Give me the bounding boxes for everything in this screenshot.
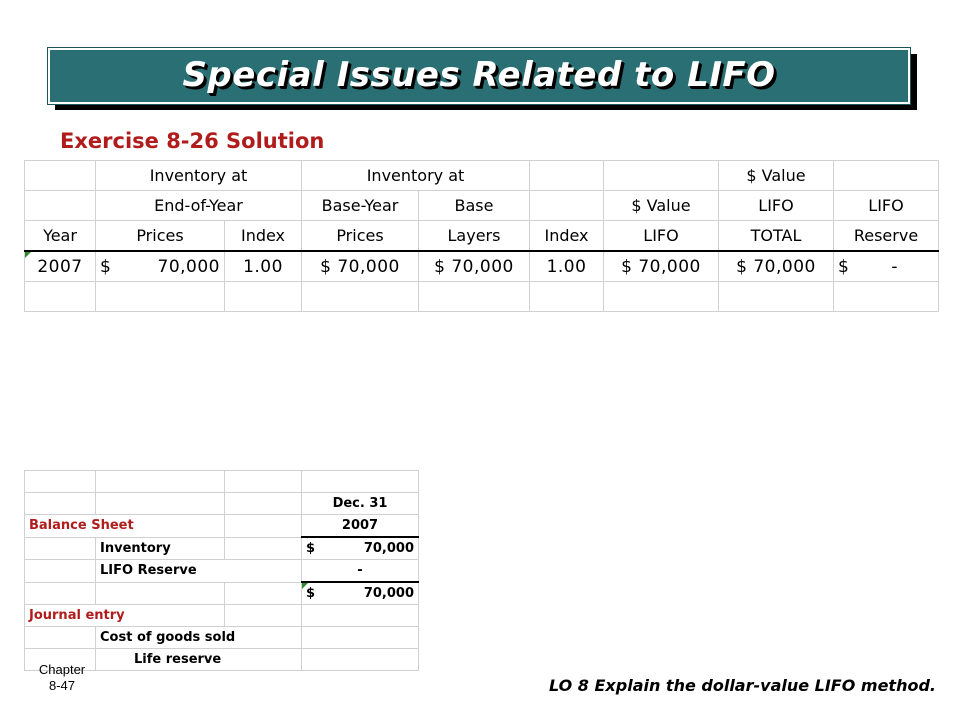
col-total: TOTAL: [719, 221, 834, 252]
dollar-value-lifo-table: [24, 160, 939, 312]
amount: 70,000: [363, 541, 414, 556]
title-banner: [48, 48, 910, 104]
chapter-line-2: 8-47: [48, 678, 76, 693]
inventory-value: [302, 537, 419, 560]
amount: 70,000: [363, 586, 414, 601]
cell-dv-lifo: $ 70,000: [604, 251, 719, 282]
cell-dv-total: $ 70,000: [719, 251, 834, 282]
cell-base-prices: $ 70,000: [302, 251, 419, 282]
col-reserve: Reserve: [834, 221, 939, 252]
header-dollar-value-2: $ Value: [604, 191, 719, 221]
col-index: Index: [225, 221, 302, 252]
cell-year: 2007: [25, 251, 96, 282]
col-base-prices: Prices: [302, 221, 419, 252]
header-end-of-year: End-of-Year: [96, 191, 302, 221]
empty-row: [25, 282, 939, 312]
cell-eoy-prices: [96, 251, 225, 282]
col-lifo: LIFO: [604, 221, 719, 252]
dollar-sign: $: [838, 256, 850, 277]
header-lifo-2: LIFO: [834, 191, 939, 221]
header-inventory-eoy: Inventory at: [96, 161, 302, 191]
col-layers: Layers: [419, 221, 530, 252]
year-header: 2007: [302, 515, 419, 538]
exercise-subtitle: Exercise 8-26 Solution: [60, 129, 325, 153]
table-row: [25, 251, 939, 282]
reserve-row: [25, 560, 419, 583]
header-inventory-base: Inventory at: [302, 161, 530, 191]
dollar-sign: $: [100, 256, 112, 277]
inventory-label: Inventory: [96, 537, 225, 560]
total-row: [25, 582, 419, 605]
header-row-1: [25, 161, 939, 191]
col-prices: Prices: [96, 221, 225, 252]
cogs-row: [25, 627, 419, 649]
cell-base-layers: $ 70,000: [419, 251, 530, 282]
balance-sheet-row: [25, 515, 419, 538]
amount: 70,000: [157, 256, 220, 277]
cell-layer-index: 1.00: [530, 251, 604, 282]
learning-objective: LO 8 Explain the dollar-value LIFO method.: [549, 676, 936, 695]
date-header: Dec. 31: [302, 493, 419, 515]
life-reserve-label: Life reserve: [96, 649, 302, 671]
reserve-label: LIFO Reserve: [96, 560, 302, 583]
dollar-sign: $: [306, 586, 316, 601]
chapter-label: [28, 662, 96, 694]
slide-title: Special Issues Related to LIFO: [182, 55, 776, 95]
header-base-year: Base-Year: [302, 191, 419, 221]
cell-index: 1.00: [225, 251, 302, 282]
chapter-line-1: Chapter: [38, 662, 86, 677]
journal-entry-row: [25, 605, 419, 627]
header-row-3: [25, 221, 939, 252]
date-row: [25, 493, 419, 515]
header-dollar-value: $ Value: [719, 161, 834, 191]
header-base: Base: [419, 191, 530, 221]
reserve-value: -: [302, 560, 419, 583]
journal-entry-label: Journal entry: [25, 605, 225, 627]
total-value: [302, 582, 419, 605]
balance-sheet-table: [24, 470, 419, 671]
col-year: Year: [25, 221, 96, 252]
col-layer-index: Index: [530, 221, 604, 252]
amount: -: [891, 256, 898, 277]
inventory-row: [25, 537, 419, 560]
dollar-sign: $: [306, 541, 316, 556]
cell-reserve: [834, 251, 939, 282]
header-row-2: [25, 191, 939, 221]
header-lifo-1: LIFO: [719, 191, 834, 221]
balance-sheet-label: Balance Sheet: [25, 515, 225, 538]
empty-row: [25, 471, 419, 493]
cogs-label: Cost of goods sold: [96, 627, 302, 649]
